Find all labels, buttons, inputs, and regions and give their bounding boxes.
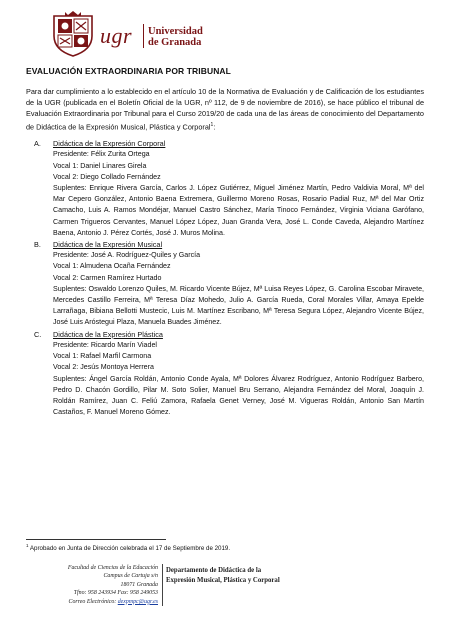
vocal-1: Vocal 1: Rafael Marfil Carmona — [53, 352, 152, 361]
footnote-text: Aprobado en Junta de Dirección celebrada el 17 de Septiembre de 2019. — [28, 545, 231, 553]
area-members — [53, 340, 424, 418]
logo-ugr-text: ugr — [100, 23, 133, 48]
area-name: Didáctica de la Expresión Musical — [53, 240, 163, 250]
footer-address — [0, 564, 158, 606]
suplentes: Suplentes: Oswaldo Lorenzo Quiles, M. Ricardo Vicente Bújez, Mª Luisa Reyes López, G. Carolina Escobar Miravete, Mercedes Castillo Ferreira, Mª Teresa Díaz Mohedo, Julio A. García Rueda, Coral Morales Villar, Amaya Epelde Larrañaga, Bibiana Bellotti Mustecic, Luis M. Martínez Escribano, Mª Teresa Segura López, Alejandro Vicente Bújez, José Luis Aróstegui Plaza, Manuela Buades Jiménez. — [53, 284, 424, 327]
department-line-1: Departamento de Didáctica de la — [166, 567, 262, 574]
presidente: Presidente: Félix Zurita Ortega — [53, 150, 150, 159]
area-corporal — [26, 138, 424, 239]
footer-divider — [162, 564, 163, 606]
vocal-2: Vocal 2: Jesús Montoya Herrera — [53, 363, 154, 372]
department-line-2: Expresión Musical, Plástica y Corporal — [166, 576, 280, 584]
footer-department — [166, 566, 280, 585]
page-footer — [0, 564, 450, 624]
vocal-2: Vocal 2: Carmen Ramírez Hurtado — [53, 273, 162, 282]
area-heading — [34, 138, 424, 149]
logo-university-name — [148, 26, 203, 48]
address-line-1: Facultad de Ciencias de la Educación — [67, 565, 158, 571]
logo-university-line2: de Granada — [148, 37, 202, 48]
footnote-mark: 1 — [26, 543, 29, 548]
footnote-separator — [26, 539, 166, 540]
area-members — [53, 149, 424, 239]
suplentes: Suplentes: Enrique Rivera García, Carlos J. López Gutiérrez, Miguel Jiménez Martín, Pedro Valdivia Moral, Mª del Mar Cepero González, Antonio Baena Extremera, Guillermo Moreno Rosas, Rosario Padial Ruz, Mª del Mar Ortiz Camacho, Luis A. Ramos Mondéjar, Manuel Castro Sánchez, María Tinoco Fernández, Virginia Viciana Garófano, Carmen Trigueros Cervantes, Manuel López López, Juan Granda Vera, José L. Conde Caveda, Alejandro Martínez Baena, Antonio J. Pérez Cortés, José J. Muros Molina. — [53, 184, 424, 237]
logo-divider — [143, 24, 144, 48]
presidente: Presidente: Ricardo Marín Viadel — [53, 340, 157, 349]
vocal-2: Vocal 2: Diego Collado Fernández — [53, 172, 161, 181]
address-line-3: 18071 Granada — [120, 581, 158, 588]
address-line-2: Campus de Cartuja s/n — [103, 573, 158, 580]
intro-paragraph — [26, 86, 424, 132]
intro-footnote-mark: 1 — [210, 121, 214, 128]
area-plastica — [26, 329, 424, 419]
footnote — [26, 543, 230, 552]
suplentes: Suplentes: Ángel García Roldán, Antonio Conde Ayala, Mª Dolores Álvarez Rodríguez, Antonio Rodríguez Barbero, Pedro D. Chacón Gordillo, Pilar M. Soto Solier, Manuel Bru Serrano, Alejandra Fernández del Moral, Joaquín J. Roldán Ramírez, Juan C. Feliú Zamora, Rafaela Genet Verney, José M. Vigueras Roldán, Antonio San Martín Castaños, F. Manuel Moreno Gómez. — [53, 374, 424, 417]
area-letter: B. — [34, 240, 41, 250]
vocal-1: Vocal 1: Almudena Ocaña Fernández — [53, 262, 171, 271]
university-logo — [50, 10, 203, 60]
email-label: Correo Electrónico: — [68, 598, 118, 605]
vocal-1: Vocal 1: Daniel Linares Girela — [53, 161, 147, 170]
area-heading — [34, 239, 424, 250]
presidente: Presidente: José A. Rodríguez-Quiles y García — [53, 251, 201, 260]
area-members — [53, 250, 424, 328]
document-title: EVALUACIÓN EXTRAORDINARIA POR TRIBUNAL — [26, 66, 231, 76]
email-link[interactable]: dexpmpc@ugr.es — [117, 598, 158, 605]
area-musical — [26, 239, 424, 329]
area-letter: A. — [34, 139, 41, 149]
coat-of-arms-icon — [50, 10, 96, 58]
address-line-4: Tfno: 958 243934 Fax: 958 249053 — [73, 590, 158, 597]
logo-university-line1: Universidad — [148, 26, 203, 37]
area-letter: C. — [34, 329, 42, 339]
area-heading — [34, 329, 424, 340]
intro-text: Para dar cumplimiento a lo establecido en el artículo 10 de la Normativa de Evaluación y de Calificación de los estudiantes de la UGR (publicada en el Boletín Oficial de la UGR, nº 112, de 9 de noviembre de 2016), se hace público el tribunal de Evaluación Extraordinaria por Tribunal para el Curso 2019/20 de cada una de las áreas de conocimiento del Departamento de Didáctica de la Expresión Musical, Plástica y Corporal — [26, 87, 424, 132]
area-name: Didáctica de la Expresión Plástica — [53, 329, 163, 339]
intro-end: : — [213, 122, 216, 132]
area-name: Didáctica de la Expresión Corporal — [53, 139, 166, 149]
document-body — [26, 66, 424, 418]
